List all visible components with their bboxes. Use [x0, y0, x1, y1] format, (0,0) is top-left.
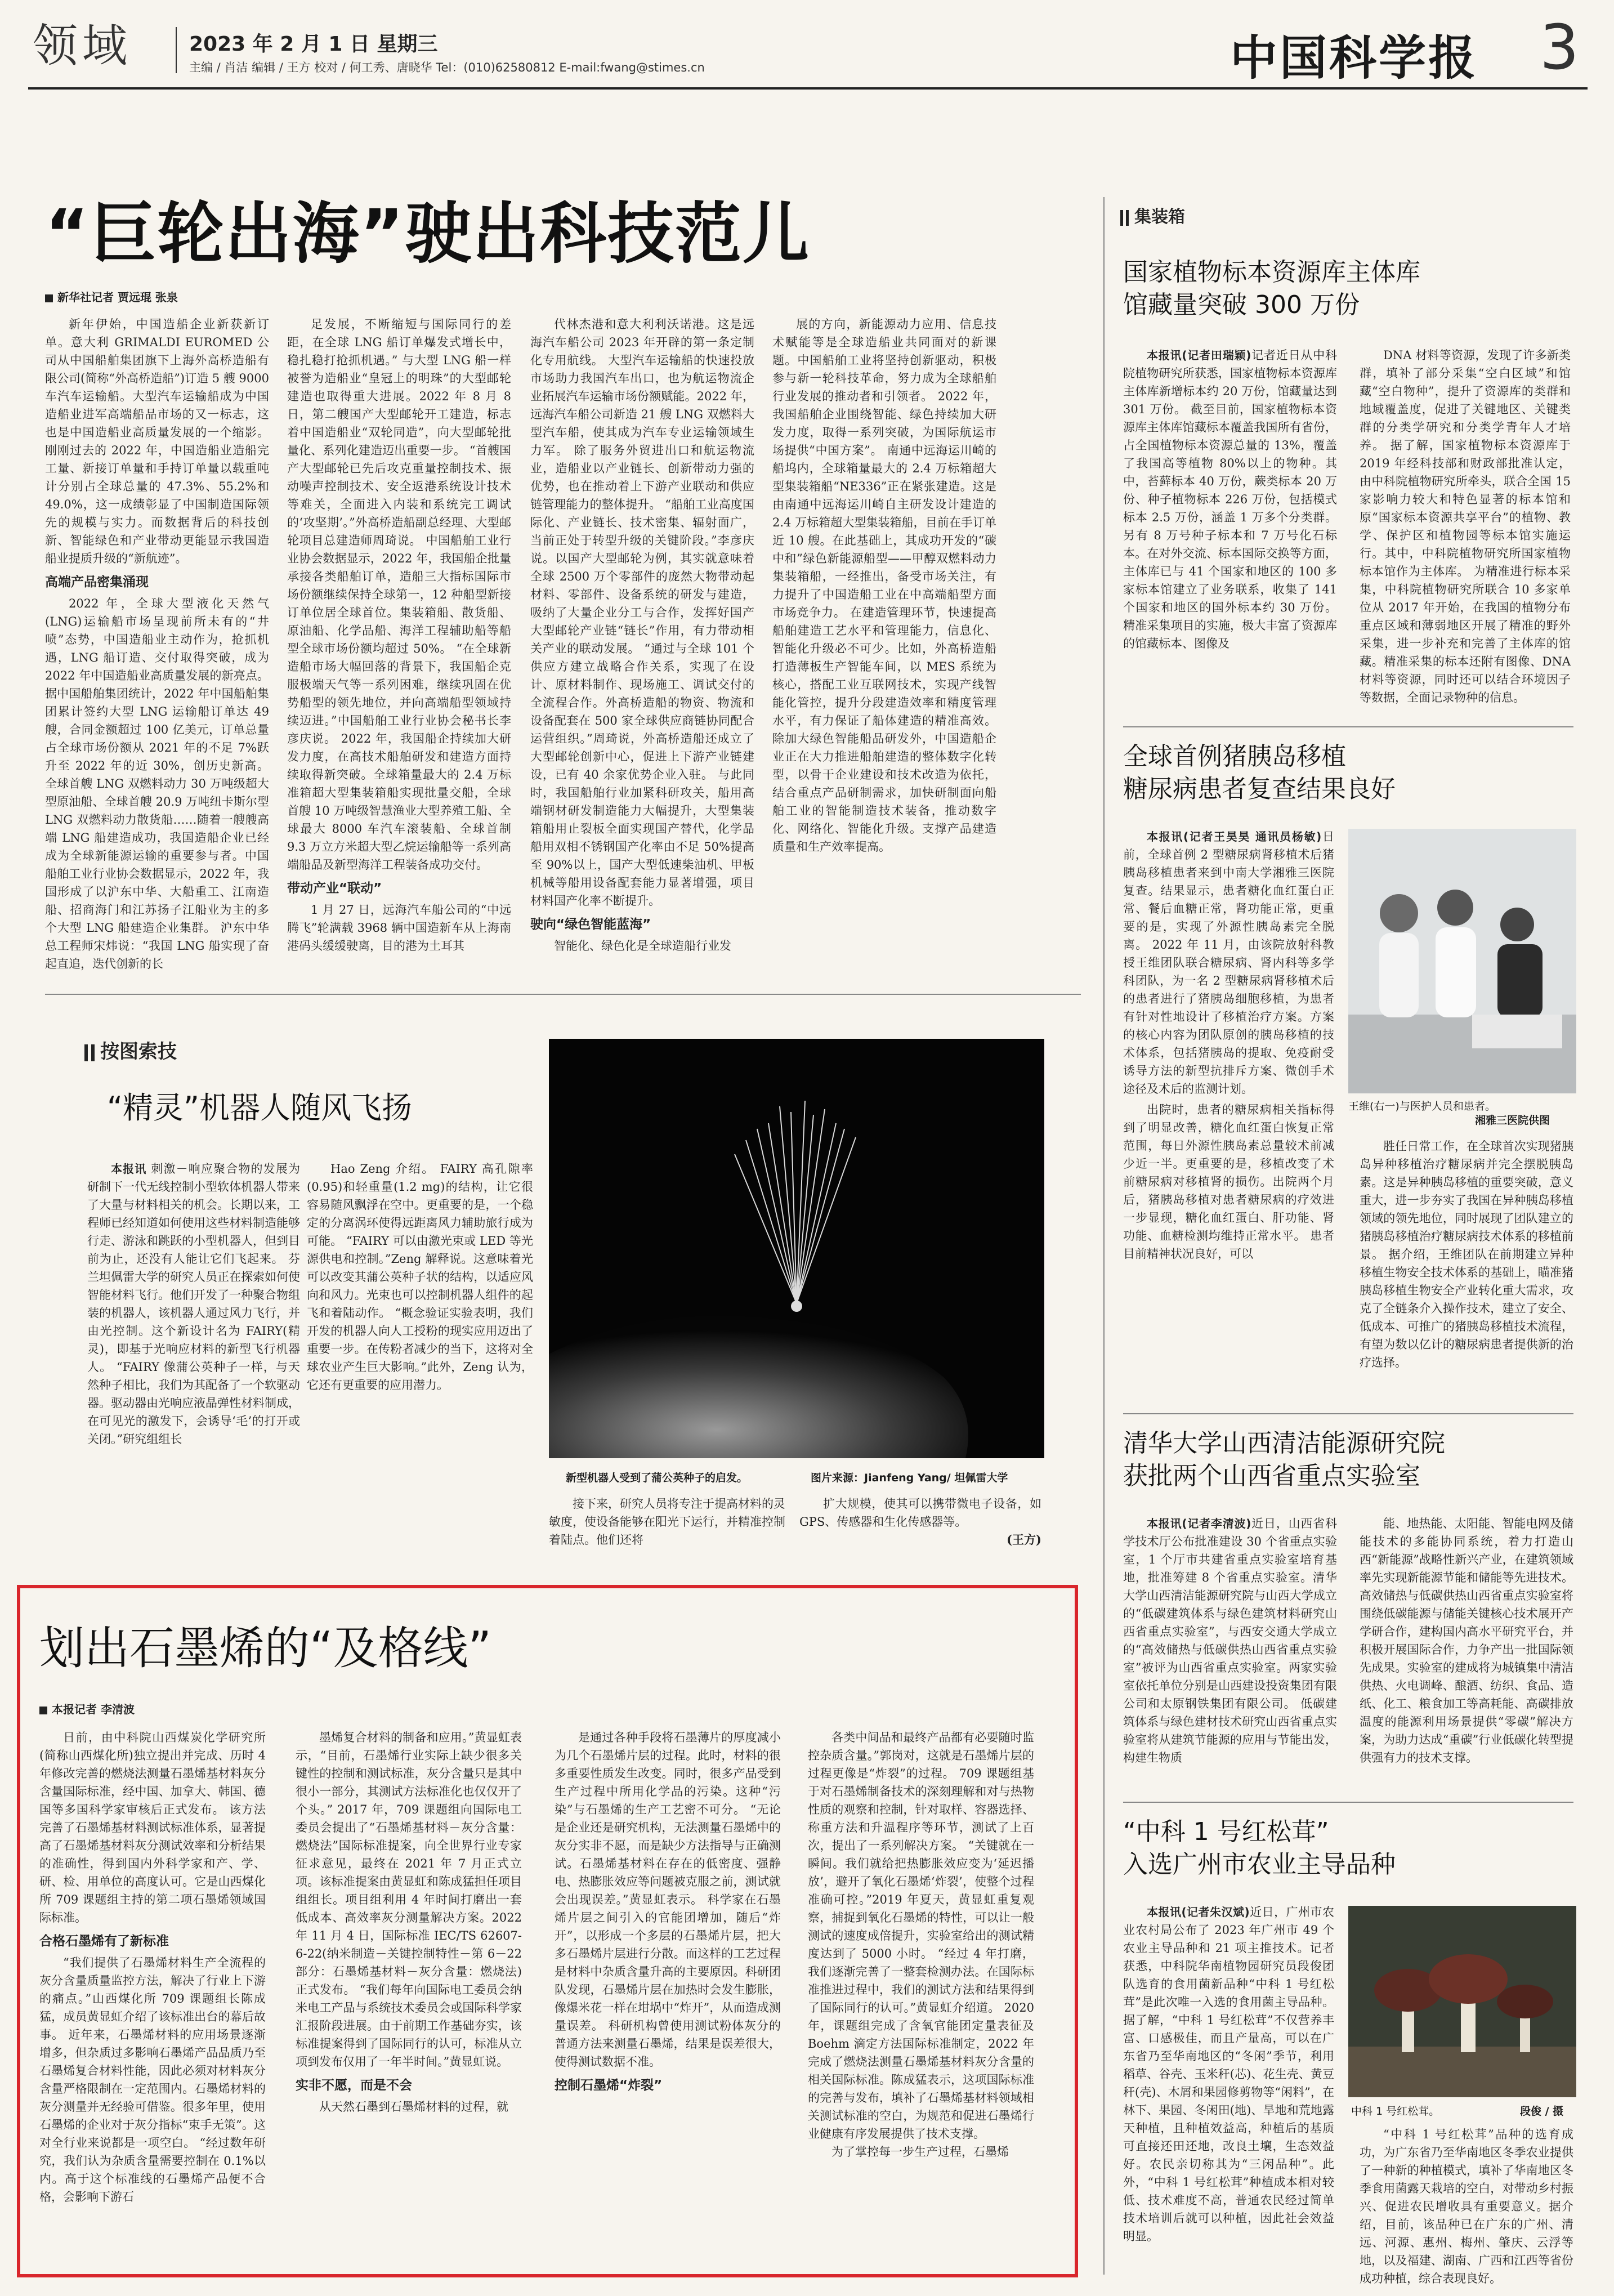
- story4-byline: 本报讯(记者朱汉斌): [1147, 1905, 1250, 1919]
- story4-headline-line1: “中科 1 号红松茸”: [1123, 1817, 1329, 1846]
- story2-photo-caption: 王维(右一)与医护人员和患者。: [1348, 1100, 1496, 1113]
- mushroom-illustration: [1348, 1906, 1576, 2097]
- paper-logo: 中国科学报: [1230, 30, 1478, 86]
- story1-headline-line2: 馆藏量突破 300 万份: [1123, 291, 1360, 319]
- sidebar-story2-col1: [1123, 828, 1334, 1098]
- sidebar-rule-3: [1123, 1802, 1573, 1803]
- sidebar-divider: [1103, 197, 1105, 2275]
- story3-col2-text: 能、地热能、太阳能、智能电网及储能技术的多能协同系统，着力打造山西“新能源”战略性新兴产业，在建筑领域率先实现新能源节能和储能等先进技术。 高效储热与低碳供热山西省重点实验室将围绕低碳能源与储能关键核心技术展开产学研合作，建构国内高水平研究平台，并积极开展国际合作，力争产出一批国际领先成果。实验室的建成将为城镇集中清洁供热、火电调峰、酿酒、纺织、食品、造纸、化工、粮食加工等高耗能、高碳排放温度的能源利用场景提供“零碳”解决方案，为助力达成“重碳”行业低碳化转型提供强有力的技术支撑。: [1360, 1517, 1573, 1765]
- sidebar-label-text: 集装箱: [1134, 207, 1185, 227]
- sidebar-rule-1: [1123, 726, 1573, 727]
- main-subhead-2: 带动产业“联动”: [287, 881, 382, 896]
- story1-byline: 本报讯(记者田瑞颖): [1147, 349, 1251, 362]
- graphene-subhead-3: 控制石墨烯“炸裂”: [555, 2078, 663, 2093]
- main-subhead-1: 高端产品密集涌现: [45, 575, 149, 589]
- sidebar-story3-headline: [1123, 1427, 1445, 1493]
- graphene-col2-p1: 墨烯复合材料的制备和应用。”黄显虹表示，“目前，石墨烯行业实际上缺少很多关键性的控制和测试标准，灰分含量只是其中很小一部分，其测试方法标准化也仅仅开了个头。” 2017 年，709 课题组向国际电工委员会提出了“石墨烯基材料－灰分含量：燃烧法”国际标准提案，向全世界行业专家征求意见，最终在 2021 年 7 月正式立项。该标准提案由黄显虹和陈成猛担任项目组组长。项目组利用 4 年时间打磨出一套低成本、高效率灰分测量解决方案。2022 年 11 月 4 日，国际标准 IEC/TS 62607-6-22(纳米制造－关键控制特性－第 6－22 部分：石墨烯基材料－灰分含量：燃烧法)正式发布。 “我们每年向国际电工委员会纳米电工产品与系统技术委员会或国际科学家汇报阶段进展。由于前期工作基础夯实，该标准提案得到了国际同行的认可，标准从立项到发布仅用了一年半时间。”黄显虹说。: [296, 1731, 522, 2069]
- graphene-headline: 划出石墨烯的“及格线”: [39, 1622, 491, 1674]
- story3-col1-text: 近日，山西省科学技术厅公布批准建设 30 个省重点实验室，1 个厅市共建省重点实验室培育基地，批准筹建 8 个省重点实验室。清华大学山西清洁能源研究院与山西大学成立的“低碳建筑体系与绿色建筑材料研究山西省重点实验室”，与西安交通大学成立的“高效储热与低碳供热山西省重点实验室”被评为山西省重点实验室。两家实验室依托单位分别是山西建设投资集团有限公司和太原钢铁集团有限公司。 低碳建筑体系与绿色建材技术研究山西省重点实验室将从建筑节能源的应用与节能出发，构建生物质: [1123, 1517, 1338, 1765]
- graphene-col-2: [296, 1728, 522, 2269]
- main-col-3: [530, 315, 754, 954]
- graphene-col4-p2: 为了掌控每一步生产过程，石墨烯: [831, 2145, 1009, 2159]
- graphene-byline-square-icon: [39, 1707, 47, 1714]
- story4-photo-caption: 中科 1 号红松茸。: [1351, 2105, 1440, 2118]
- masthead-rule: [28, 87, 1588, 90]
- story4-headline-line2: 入选广州市农业主导品种: [1123, 1850, 1396, 1879]
- dandelion-seed-illustration: [549, 1039, 1044, 1458]
- story3-headline-line1: 清华大学山西清洁能源研究院: [1123, 1429, 1445, 1458]
- photo-section-author: (王方): [1007, 1533, 1041, 1547]
- main-col2-p2: 1 月 27 日，远海汽车船公司的“中远腾飞”轮满载 3968 辆中国造新车从上海南港码头缓缓驶离，目的港为土耳其: [287, 903, 511, 953]
- masthead: [0, 0, 1614, 96]
- sidebar-story3-col2: [1360, 1515, 1573, 1793]
- main-col1-p1: 新年伊始，中国造船企业新获新订单。意大利 GRIMALDI EUROMED 公司从中国船舶集团旗下上海外高桥造船有限公司(简称“外高桥造船”)订造 5 艘 9000 车汽车运输船。大型汽车运输船成为中国造船业进军高端船品市场的又一标志，这也是中国造船业高质量发展的一个缩影。 刚刚过去的 2022 年，中国造船业造船完工量、新接订单量和手持订单量以载重吨计分别占全球总量的 47.3%、55.2%和 49.0%，这一成绩彰显了中国制造国际领先的规模与实力。而数据背后的科技创新、智能绿色和产业带动更能显示我国造船业提质升级的“新航迹”。: [45, 318, 269, 565]
- story2-headline-line2: 糖尿病患者复查结果良好: [1123, 775, 1396, 803]
- photo-col2-text: Hao Zeng 介绍。 FAIRY 高孔隙率(0.95)和轻重量(1.2 mg)的结构，让它很容易随风飘浮在空中。更重要的是，一个稳定的分离涡环使得远距离风力辅助旅行成为可能。 “FAIRY 可以由激光束或 LED 等光源供电和控制。”Zeng 解释说。这意味着光可以改变其蒲公英种子状的结构，以适应风向和风力。光束也可以控制机器人组件的起飞和着陆动作。 “概念验证实验表明，我们开发的机器人向人工授粉的现实应用迈出了重要一步。在传粉者减少的当下，这将对全球农业产生巨大影响。”此外，Zeng 认为，它还有更重要的应用潜力。: [307, 1162, 533, 1392]
- main-col-2: [287, 315, 511, 954]
- section-name: 领域: [33, 20, 132, 72]
- graphene-col1-p2: “我们提供了石墨烯材料生产全流程的灰分含量质量监控方法，解决了行业上下游的痛点。”山西煤化所 709 课题组长陈成猛，成员黄显虹介绍了该标准出台的幕后故事。 近年来，石墨烯材料的应用场景逐渐增多，但杂质过多影响石墨烯产品品质乃至石墨烯复合材料性能，因此必须对材料灰分含量严格限制在一定范围内。石墨烯材料的灰分测量并无经验可借鉴。很多年里，使用石墨烯的企业对于灰分指标“束手无策”。这对全行业来说都是一项空白。 “经过数年研究，我们认为杂质含量需要控制在 0.1%以内。高于这个标准线的石墨烯产品便不合格，会影响下游石: [39, 1956, 266, 2204]
- story4-col1-text: 近日，广州市农业农村局公布了 2023 年广州市 49 个农业主导品种和 21 项主推技术。记者获悉，中科院华南植物园研究员段俊团队选育的食用菌新品种“中科 1 号红松茸”是此次唯一入选的食用菌主导品种。 据了解，“中科 1 号红松茸”不仅营养丰富、口感极佳，而且产量高，可以在广东省乃至华南地区的“冬闲”季节，利用稻草、谷壳、玉米秆(芯)、花生壳、黄豆秆(壳)、木屑和果园修剪物等“闲料”，在林下、果园、冬闲田(地)、旱地和荒地露天种植，且种植效益高，种植后的基质可直接还田还地，改良土壤，生态效益好。农民亲切称其为“三闲品种”。此外，“中科 1 号红松茸”种植成本相对较低、技术难度不高，普通农民经过简单技术培训后就可以种植，因此社会效益明显。: [1123, 1905, 1335, 2243]
- story4-col2-text: “中科 1 号红松茸”品种的选育成功，为广东省乃至华南地区冬季农业提供了一种新的种植模式，填补了华南地区冬季食用菌露天栽培的空白，对带动乡村振兴、促进农民增收具有重要意义。据介绍，目前，该品种已在广东的广州、清远、河源、惠州、梅州、肇庆、云浮等地，以及福建、湖南、广西和江西等省份成功种植，综合表现良好。: [1360, 2128, 1573, 2285]
- graphene-col-3: [555, 1728, 781, 2269]
- sidebar-story4-headline: [1123, 1816, 1396, 1881]
- photo-col3-text: 接下来，研究人员将专注于提高材料的灵敏度，使设备能够在阳光下运行，并精准控制着陆点。他们还将: [549, 1497, 785, 1547]
- graphene-subhead-1: 合格石墨烯有了新标准: [39, 1934, 169, 1949]
- robot-photo-caption: 新型机器人受到了蒲公英种子的启发。: [566, 1472, 748, 1484]
- sidebar-label: [1120, 203, 1185, 227]
- graphene-col-1: [39, 1728, 266, 2269]
- photo-col-2: [307, 1160, 533, 1509]
- graphene-col-4: [808, 1728, 1034, 2269]
- sidebar-rule-2: [1123, 1413, 1573, 1414]
- graphene-col2-p2: 从天然石墨到石墨烯材料的过程，就: [319, 2100, 508, 2114]
- main-col3-p1: 代林杰港和意大利利沃诺港。这是远海汽车船公司 2023 年开辟的第一条定制化专用航线。 大型汽车运输船的快速投放市场助力我国汽车出口，也为航运物流企业拓展汽车运输市场份额赋能。2022 年，远海汽车船公司新造 21 艘 LNG 双燃料大型汽车船，使其成为汽车专业运输领域生力军。 除了服务外贸进出口和航运物流业，造船业以产业链长、创新带动力强的优势，也在推动着上下游产业联动和供应链管理能力的整体提升。 “船舶工业高度国际化、产业链长、技术密集、辐射面广，当前正处于转型升级的关键阶段。”李彦庆说。以国产大型邮轮为例，其实就意味着全球 2500 万个零部件的庞然大物带动起材料、零部件、设备系统的研发与建造，吸纳了大量企业分工与合作，发挥好国产大型邮轮产业链“链长”作用，有力带动相关产业的联动发展。 “通过与全球 101 个供应方建立战略合作关系，实现了在设计、原材料制作、现场施工、调试交付的全流程合作。外高桥造船的物资、物流和设备配套在 500 家全球供应商链协同配合运营组织。”周琦说，外高桥造船还成立了大型邮轮创新中心，促进上下游产业链建设，已有 40 余家优势企业入驻。 与此同时，我国船舶行业加紧科研攻关，船用高端钢材研发制造能力大幅提升，大型集装箱船用止裂板全面实现国产替代，化学品船用双相不锈钢国产化率由不足 50%提高至 90%以上，国产大型低速柴油机、甲板机械等船用设备配套能力显著增强，项目材料国产化率不断提升。: [530, 318, 754, 908]
- sidebar-story2-col2: [1360, 1137, 1573, 1402]
- hospital-patient-photo: [1348, 829, 1576, 1093]
- story2-col1b-text: 出院时，患者的糖尿病相关指标得到了明显改善，糖化血红蛋白恢复正常范围，每日外源性胰岛素总量较术前减少近一半。更重要的是，移植改变了术前糖尿病对移植肾的损伤。出院两个月后，猪胰岛移植对患者糖尿病的疗效进一步显现，糖化血红蛋白、肝功能、肾功能、血糖检测均维持正常水平。 患者目前精神状况良好，可以: [1123, 1103, 1334, 1261]
- label-bar-icon-2: [91, 1044, 95, 1061]
- graphene-col4-p1: 各类中间品和最终产品都有必要随时监控杂质含量。”郭岗对，这就是石墨烯片层的过程更像是“炸裂”的过程。 709 课题组基于对石墨烯制备技术的深刻理解和对与热物性质的观察和控制，针对取样、容器选择、称重方法和升温程序等环节，测试了上百次，提出了一系列解决方案。 “关键就在一瞬间。我们就给把热膨胀效应变为‘延迟播放’，避开了氧化石墨烯‘炸裂’，使整个过程准确可控。”2019 年夏天，黄显虹重复观察，捕捉到氧化石墨烯的特性，可以让一般测试的速度成倍提升，实验室给出的测试精度达到了 5000 小时。 “经过 4 年打磨，我们逐渐完善了一整套检测办法。在国际标准推进过程中，我们的测试方法和结果得到了国际同行的认可。”黄显虹介绍道。 2020 年，课题组完成了含氧官能团定量表征及 Boehm 滴定方法国际标准制定，2022 年完成了燃烧法测量石墨烯基材料灰分含量的相关国际标准。陈成猛表示，这项国际标准的完善与发布，填补了石墨烯基材料领域相关测试标准的空白，为规范和促进石墨烯行业健康有序发展提供了技术支撑。: [808, 1731, 1034, 2141]
- mushroom-photo: [1348, 1906, 1576, 2097]
- story1-col2-text: DNA 材料等资源，发现了许多新类群，填补了部分采集“空白区域”和馆藏“空白物种”，提升了资源库的类群和地域覆盖度，促进了关键地区、关键类群的分类学研究和分类学青年人才培养。 据了解，国家植物标本资源库于 2019 年经科技部和财政部批准认定，由中科院植物研究所牵头，联合全国 15 家影响力较大和特色显著的标本馆和原“国家标本资源共享平台”的植物、教学、保护区和植物园等标本馆实施运行。其中，中科院植物研究所国家植物标本馆作为主体库。 为精准进行标本采集，中科院植物研究所联合 10 多家单位从 2017 年开始，在我国的植物分布重点区域和薄弱地区开展了精准的野外采集，进一步补充和完善了主体库的馆藏。精准采集的标本还附有图像、DNA 材料等资源，同时还可以结合环境因子等数据，全面记录物种的信息。: [1360, 349, 1571, 704]
- photo-section-byline: 本报讯: [111, 1162, 147, 1176]
- main-headline: “巨轮出海”驶出科技范儿: [45, 195, 811, 273]
- sidebar-story2-headline: [1123, 740, 1396, 806]
- story2-headline-line1: 全球首例猪胰岛移植: [1123, 742, 1346, 771]
- photo-section-headline: “精灵”机器人随风飞扬: [107, 1090, 412, 1125]
- photo-section-label-text: 按图索技: [100, 1040, 177, 1063]
- sidebar-story2-col1b: [1123, 1101, 1334, 1416]
- story4-photo-credit: 段俊 / 摄: [1520, 2105, 1564, 2118]
- story1-headline-line1: 国家植物标本资源库主体库: [1123, 258, 1420, 287]
- graphene-col1-p1: 日前，由中科院山西煤炭化学研究所(简称山西煤化所)独立提出并完成、历时 4 年修改完善的燃烧法测量石墨烯基材料灰分含量国际标准，经中国、加拿大、韩国、德国等多国科学家审核后正式发布。 该方法完善了石墨烯基材料测试标准体系，显著提高了石墨烯基材料灰分测试效率和分析结果的准确性，得到国内外科学家和产、学、研、检、用单位的高度认可。它是山西煤化所 709 课题组主持的第二项石墨烯领域国际标准。: [39, 1731, 266, 1924]
- sidebar-story1-headline: [1123, 256, 1420, 321]
- sidebar-story3-col1: [1123, 1515, 1337, 1793]
- story1-col1-text: 记者近日从中科院植物研究所获悉，国家植物标本资源库主体库新增标本约 20 万份，馆藏量达到 301 万份。 截至目前，国家植物标本资源库主体库馆藏标本覆盖我国所有省份，占全国植物标本资源总量的 13%，覆盖了我国高等植物 80%以上的物种。其中，苔藓标本 40 万份，蕨类标本 20 万份、种子植物标本 226 万份，包括模式标本 2.5 万份，涵盖 1 万多个分类群。另有 8 万号种子标本和 7 万号化石标本。在对外交流、标本国际交换等方面，主体库已与 41 个国家和地区的 100 多家标本馆建立了业务联系，收集了 141 个国家和地区的国外标本约 30 万份。 精准采集项目的实施，极大丰富了资源库的馆藏标本、图像及: [1123, 349, 1338, 650]
- photo-col1-text: 刺激－响应聚合物的发展为研制下一代无线控制小型软体机器人带来了大量与材料相关的机会。长期以来，工程师已经知道如何使用这些材料制造能够行走、游泳和跳跃的小型机器人，但到目前为止，还没有人能让它们飞起来。 芬兰坦佩雷大学的研究人员正在探索如何使智能材料飞行。他们开发了一种聚合物组装的机器人，该机器人通过风力飞行，并由光控制。这个新设计名为 FAIRY(精灵)，即基于光响应材料的新型飞行机器人。 “FAIRY 像蒲公英种子一样，与天然种子相比，我们为其配备了一个软驱动器。驱动器由光响应液晶弹性材料制成，在可见光的激发下，会诱导‘毛’的打开或关闭。”研究组组长: [87, 1162, 301, 1446]
- graphene-byline-text: 本报记者 李清波: [52, 1703, 135, 1716]
- main-col2-p1: 足发展，不断缩短与国际同行的差距，在全球 LNG 船订单爆发式增长中，稳扎稳打抢抓机遇。” 与大型 LNG 船一样被誉为造船业“皇冠上的明珠”的大型邮轮建造也取得重大进展。2022 年 8 月 8 日，第二艘国产大型邮轮开工建造，标志着中国造船业“双轮同造”，向大型邮轮批量化、系列化建造迈出重要一步。 “首艘国产大型邮轮已先后攻克重量控制技术、振动噪声控制技术、安全返港系统设计技术等难关，全面进入内装和系统完工调试的‘攻坚期’。”外高桥造船副总经理、大型邮轮项目总建造师周琦说。 中国船舶工业行业协会数据显示，2022 年，我国船企批量承接各类船舶订单，造船三大指标国际市场份额继续保持全球第一，12 种船型新接订单位居全球首位。集装箱船、散货船、原油船、化学品船、海洋工程辅助船等船型全球市场份额均超过 50%。 “在全球新造船市场大幅回落的背景下，我国船企克服极端天气等一系列困难，继续巩固在优势船型的领先地位，并向高端船型领域持续迈进。”中国船舶工业行业协会秘书长李彦庆说。 2022 年，我国船企持续加大研发力度，在高技术船舶研发和建造方面持续取得新突破。全球箱量最大的 2.4 万标准箱超大型集装箱船实现批量交船，全球首艘 10 万吨级智慧渔业大型养殖工船、全球最大 8000 车汽车滚装船、全球首制 9.3 万立方米超大型乙烷运输船等一系列高端船品及新型海洋工程装备成功交付。: [287, 318, 511, 872]
- photo-section-label: [84, 1036, 177, 1064]
- photo-col-1: [87, 1160, 300, 1509]
- label-bar-icon: [84, 1044, 88, 1061]
- graphene-subhead-2: 实非不愿，而是不会: [296, 2078, 412, 2093]
- sidebar-story1-col1: [1123, 346, 1337, 740]
- main-col-1: [45, 315, 269, 971]
- issue-date: 2023 年 2 月 1 日 星期三: [189, 33, 438, 56]
- main-col4-p1: 展的方向，新能源动力应用、信息技术赋能等是全球造船业共同面对的新课题。中国船舶工业将坚持创新驱动，积极参与新一轮科技革命，努力成为全球船舶行业发展的推动者和引领者。 2022 年，我国船舶企业围绕智能、绿色持续加大研发力度，取得一系列突破，为国际航运市场提供“中国方案”。 南通中远海运川崎的船坞内，全球箱量最大的 2.4 万标箱超大型集装箱船“NE336”正在紧张建造。这是由南通中远海运川崎自主研发设计建造的 2.4 万标箱超大型集装箱船，目前在手订单近 10 艘。在此基础上，其成功开发的“碳中和”绿色新能源船型——甲醇双燃料动力集装箱船，一经推出，备受市场关注，有力提升了中国造船工业在中高端船型方面市场竞争力。 在建造管理环节，快速提高船舶建造工艺水平和管理能力，信息化、智能化升级必不可少。比如，外高桥造船打造薄板生产智能车间，以 MES 系统为核心，搭配工业互联网技术，实现产线智能化管控，提升分段建造效率和精度管理水平，有力保证了船体建造的精准高效。 除加大绿色智能船品研发外，中国造船企业正在大力推进船舶建造的整体数字化转型，以骨干企业建设和技术改造为依托，结合重点产品研制需求，加快研制面向船舶工业的智能制造技术装备，推动数字化、网络化、智能化升级。支撑产品建造质量和生产效率提高。: [772, 318, 996, 854]
- sidebar-bar-icon-2: [1126, 210, 1129, 226]
- photo-col-3: [549, 1495, 785, 1557]
- main-col1-p2: 2022 年，全球大型液化天然气(LNG)运输船市场呈现前所未有的“井喷”态势，中国造船业主动作为，抢抓机遇，LNG 船订造、交付取得突破，成为 2022 年中国造船业高质量发展的新亮点。 据中国船舶集团统计，2022 年中国船舶集团累计签约大型 LNG 运输船订单达 49 艘，合同金额超过 100 亿美元，订单总量占全球市场份额从 2021 年的不足 7%跃升至 2022 年的近 30%，创历史新高。 全球首艘 LNG 双燃料动力 30 万吨级超大型原油船、全球首艘 20.9 万吨纽卡斯尔型 LNG 双燃料动力散货船……随着一艘艘高端 LNG 船建造成功，我国造船企业已经成为全球新能源运输的重要参与者。中国船舶工业行业协会数据显示，2022 年，我国形成了以沪东中华、大船重工、江南造船、招商海门和江苏扬子江船业为主的多个大型 LNG 船建造企业集群。 沪东中华总工程师宋炜说：“我国 LNG 船实现了奋起直追，迭代创新的长: [45, 597, 269, 971]
- byline-square-icon: [45, 294, 53, 302]
- sidebar-story4-col1: [1123, 1903, 1334, 2275]
- main-col3-p2: 智能化、绿色化是全球造船行业发: [554, 939, 731, 953]
- dandelion-robot-photo: [549, 1039, 1044, 1458]
- photo-col-4: [799, 1495, 1041, 1557]
- robot-photo-credit: 图片来源：Jianfeng Yang/ 坦佩雷大学: [811, 1472, 1008, 1484]
- main-byline-text: 新华社记者 贾远琨 张泉: [57, 291, 178, 304]
- sidebar-story4-col2: [1360, 2125, 1573, 2285]
- sidebar-story1-col2: [1360, 346, 1571, 740]
- graphene-col3-p1: 是通过各种手段将石墨薄片的厚度减小为几个石墨烯片层的过程。此时，材料的很多重要性质发生改变。同时，很多产品受到生产过程中所用化学品的污染。这种“污染”与石墨烯的生产工艺密不可分。 “无论是企业还是研究机构，无法测量石墨烯中的灰分实非不愿，而是缺少方法指导与正确测试。石墨烯基材料在存在的低密度、强静电、热膨胀效应等问题被克服之前，测试就会出现误差。”黄显虹表示。 科学家在石墨烯片层之间引入的官能团增加，随后“炸开”，以形成一个多层的石墨烯片层，把大多石墨烯片层进行分散。而这样的工艺过程是材料中杂质含量升高的主要原因。科研团队发现，石墨烯片层在加热时会发生膨胀，像爆米花一样在坩埚中“炸开”，从而造成测量误差。 科研机构曾使用测试粉体灰分的普通方法来测量石墨烯，结果是误差很大，使得测试数据不准。: [555, 1731, 781, 2069]
- main-subhead-3: 驶向“绿色智能蓝海”: [530, 917, 651, 932]
- sidebar-bar-icon: [1120, 210, 1123, 226]
- masthead-divider: [176, 27, 177, 73]
- photo-col4-text: 扩大规模，使其可以携带微电子设备，如 GPS、传感器和生化传感器等。: [799, 1497, 1041, 1529]
- main-col-4: [772, 315, 996, 954]
- story2-byline: 本报讯(记者王昊昊 通讯员杨敏): [1147, 830, 1322, 843]
- page-number: 3: [1540, 11, 1579, 83]
- story2-col2-text: 胜任日常工作，在全球首次实现猪胰岛异种移植治疗糖尿病并完全摆脱胰岛素。这是异种胰岛移植的重要突破，意义重大，进一步夯实了我国在异种胰岛移植领域的领先地位，同时展现了团队建立的猪胰岛移植治疗糖尿病技术体系的移植前景。 据介绍，王维团队在前期建立异种移植生物安全技术体系的基础上，瞄准猪胰岛移植生物安全产业转化重大需求，攻克了全链条介入操作技术，建立了安全、低成本、可推广的猪胰岛移植技术流程，有望为数以亿计的糖尿病患者提供新的治疗选择。: [1360, 1140, 1573, 1369]
- story3-headline-line2: 获批两个山西省重点实验室: [1123, 1462, 1420, 1490]
- main-byline: [45, 288, 178, 305]
- graphene-byline: [39, 1700, 135, 1717]
- hospital-scene-illustration: [1348, 829, 1576, 1093]
- main-story-bottom-rule: [45, 994, 1081, 995]
- story2-col1-text: 日前，全球首例 2 型糖尿病肾移植术后猪胰岛移植患者来到中南大学湘雅三医院复查。结果显示，患者糖化血红蛋白正常、餐后血糖正常，肾功能正常，更重要的是，实现了外源性胰岛素完全脱离。 2022 年 11 月，由该院放射科教授王维团队联合糖尿病、肾内科等多学科团队，为一名 2 型糖尿病肾移植术后的患者进行了猪胰岛细胞移植，为患者有针对性地设计了移植治疗方案。方案的核心内容为团队原创的胰岛移植的技术体系，包括猪胰岛的提取、免疫耐受诱导方法的新型抗排斥方案、微创手术途径及术后的监测计划。: [1123, 830, 1334, 1096]
- story2-photo-credit: 湘雅三医院供图: [1475, 1114, 1550, 1127]
- story3-byline: 本报讯(记者李清波): [1147, 1517, 1251, 1530]
- editors-line: 主编 / 肖洁 编辑 / 王方 校对 / 何工秀、唐晓华 Tel：(010)62580812 E-mail:fwang@stimes.cn: [189, 61, 705, 74]
